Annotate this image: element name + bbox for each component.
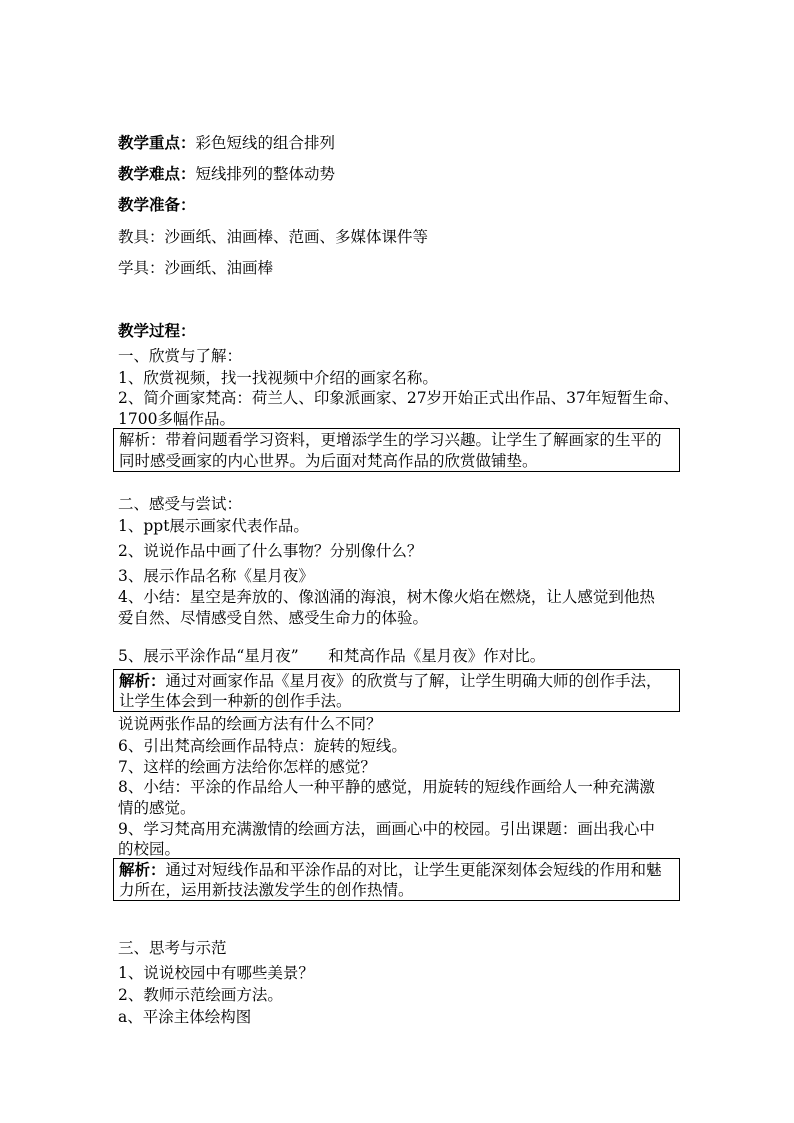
part2-analysis1-line-1 bbox=[119, 672, 662, 690]
key-point-label: 教学重点： bbox=[118, 133, 196, 152]
part1-line-3: 1700多幅作品。 bbox=[118, 410, 235, 428]
student-tools: 学具：沙画纸、油画棒 bbox=[118, 259, 274, 277]
part2-heading: 二、感受与尝试： bbox=[118, 495, 243, 513]
part2-analysis1-line-2: 让学生体会到一种新的创作手法。 bbox=[119, 692, 352, 710]
part2-line-6: 5、展示平涂作品“星月夜” 和梵高作品《星月夜》作对比。 bbox=[118, 647, 546, 665]
difficulty-text: 短线排列的整体动势 bbox=[195, 165, 336, 183]
part3-heading: 三、思考与示范 bbox=[118, 939, 227, 957]
part2-analysis2-text-1: 通过对短线作品和平涂作品的对比，让学生更能深刻体会短线的作用和魅 bbox=[165, 861, 662, 879]
part2-lineb-7: 的校园。 bbox=[118, 840, 181, 858]
part3-line-3: a、平涂主体绘构图 bbox=[118, 1008, 252, 1026]
part2-line-3: 3、展示作品名称《星月夜》 bbox=[118, 567, 314, 585]
part2-line-5: 爱自然、尽情感受自然、感受生命力的体验。 bbox=[118, 609, 429, 627]
part2-line-2: 2、说说作品中画了什么事物？分别像什么？ bbox=[118, 542, 423, 560]
preparation-label: 教学准备： bbox=[118, 195, 196, 214]
part2-analysis1-text-1: 通过对画家作品《星月夜》的欣赏与了解，让学生明确大师的创作手法， bbox=[165, 672, 662, 690]
part1-analysis-line-1: 解析：带着问题看学习资料，更增添学生的学习兴趣。让学生了解画家的生平的 bbox=[119, 431, 662, 449]
part3-line-2: 2、教师示范绘画方法。 bbox=[118, 986, 283, 1004]
part2-analysis2-label: 解析： bbox=[119, 860, 166, 879]
part2-lineb-4: 8、小结：平涂的作品给人一种平静的感觉，用旋转的短线作画给人一种充满激 bbox=[118, 778, 655, 796]
part2-line-4: 4、小结：星空是奔放的、像汹涌的海浪，树木像火焰在燃烧，让人感觉到他热 bbox=[118, 588, 655, 606]
part2-line-1: 1、ppt展示画家代表作品。 bbox=[118, 517, 309, 535]
part3-line-1: 1、说说校园中有哪些美景？ bbox=[118, 964, 314, 982]
teacher-tools: 教具：沙画纸、油画棒、范画、多媒体课件等 bbox=[118, 228, 429, 246]
part2-analysis1-label: 解析： bbox=[119, 671, 166, 690]
part2-lineb-3: 7、这样的绘画方法给你怎样的感觉？ bbox=[118, 758, 376, 776]
difficulty-line bbox=[118, 165, 335, 183]
part1-analysis-box bbox=[113, 428, 680, 472]
key-point-line bbox=[118, 134, 335, 152]
part2-analysis1-box bbox=[113, 669, 680, 712]
part1-analysis-line-2: 同时感受画家的内心世界。为后面对梵高作品的欣赏做铺垫。 bbox=[119, 452, 538, 470]
part2-lineb-6: 9、学习梵高用充满激情的绘画方法，画画心中的校园。引出课题：画出我心中 bbox=[118, 820, 655, 838]
difficulty-label: 教学难点： bbox=[118, 164, 196, 183]
part1-heading: 一、欣赏与了解： bbox=[118, 347, 243, 365]
process-title: 教学过程： bbox=[118, 321, 196, 340]
part1-line-2: 2、简介画家梵高：荷兰人、印象派画家、27岁开始正式出作品、37年短暂生命、 bbox=[118, 389, 679, 407]
part1-line-1: 1、欣赏视频，找一找视频中介绍的画家名称。 bbox=[118, 369, 438, 387]
part2-analysis2-line-2: 力所在，运用新技法激发学生的创作热情。 bbox=[119, 881, 414, 899]
part2-lineb-1: 说说两张作品的绘画方法有什么不同？ bbox=[118, 715, 382, 733]
part2-lineb-5: 情的感觉。 bbox=[118, 799, 196, 817]
key-point-text: 彩色短线的组合排列 bbox=[195, 134, 336, 152]
part2-analysis2-box bbox=[113, 858, 680, 901]
part2-analysis2-line-1 bbox=[119, 861, 662, 879]
part2-lineb-2: 6、引出梵高绘画作品特点：旋转的短线。 bbox=[118, 737, 407, 755]
